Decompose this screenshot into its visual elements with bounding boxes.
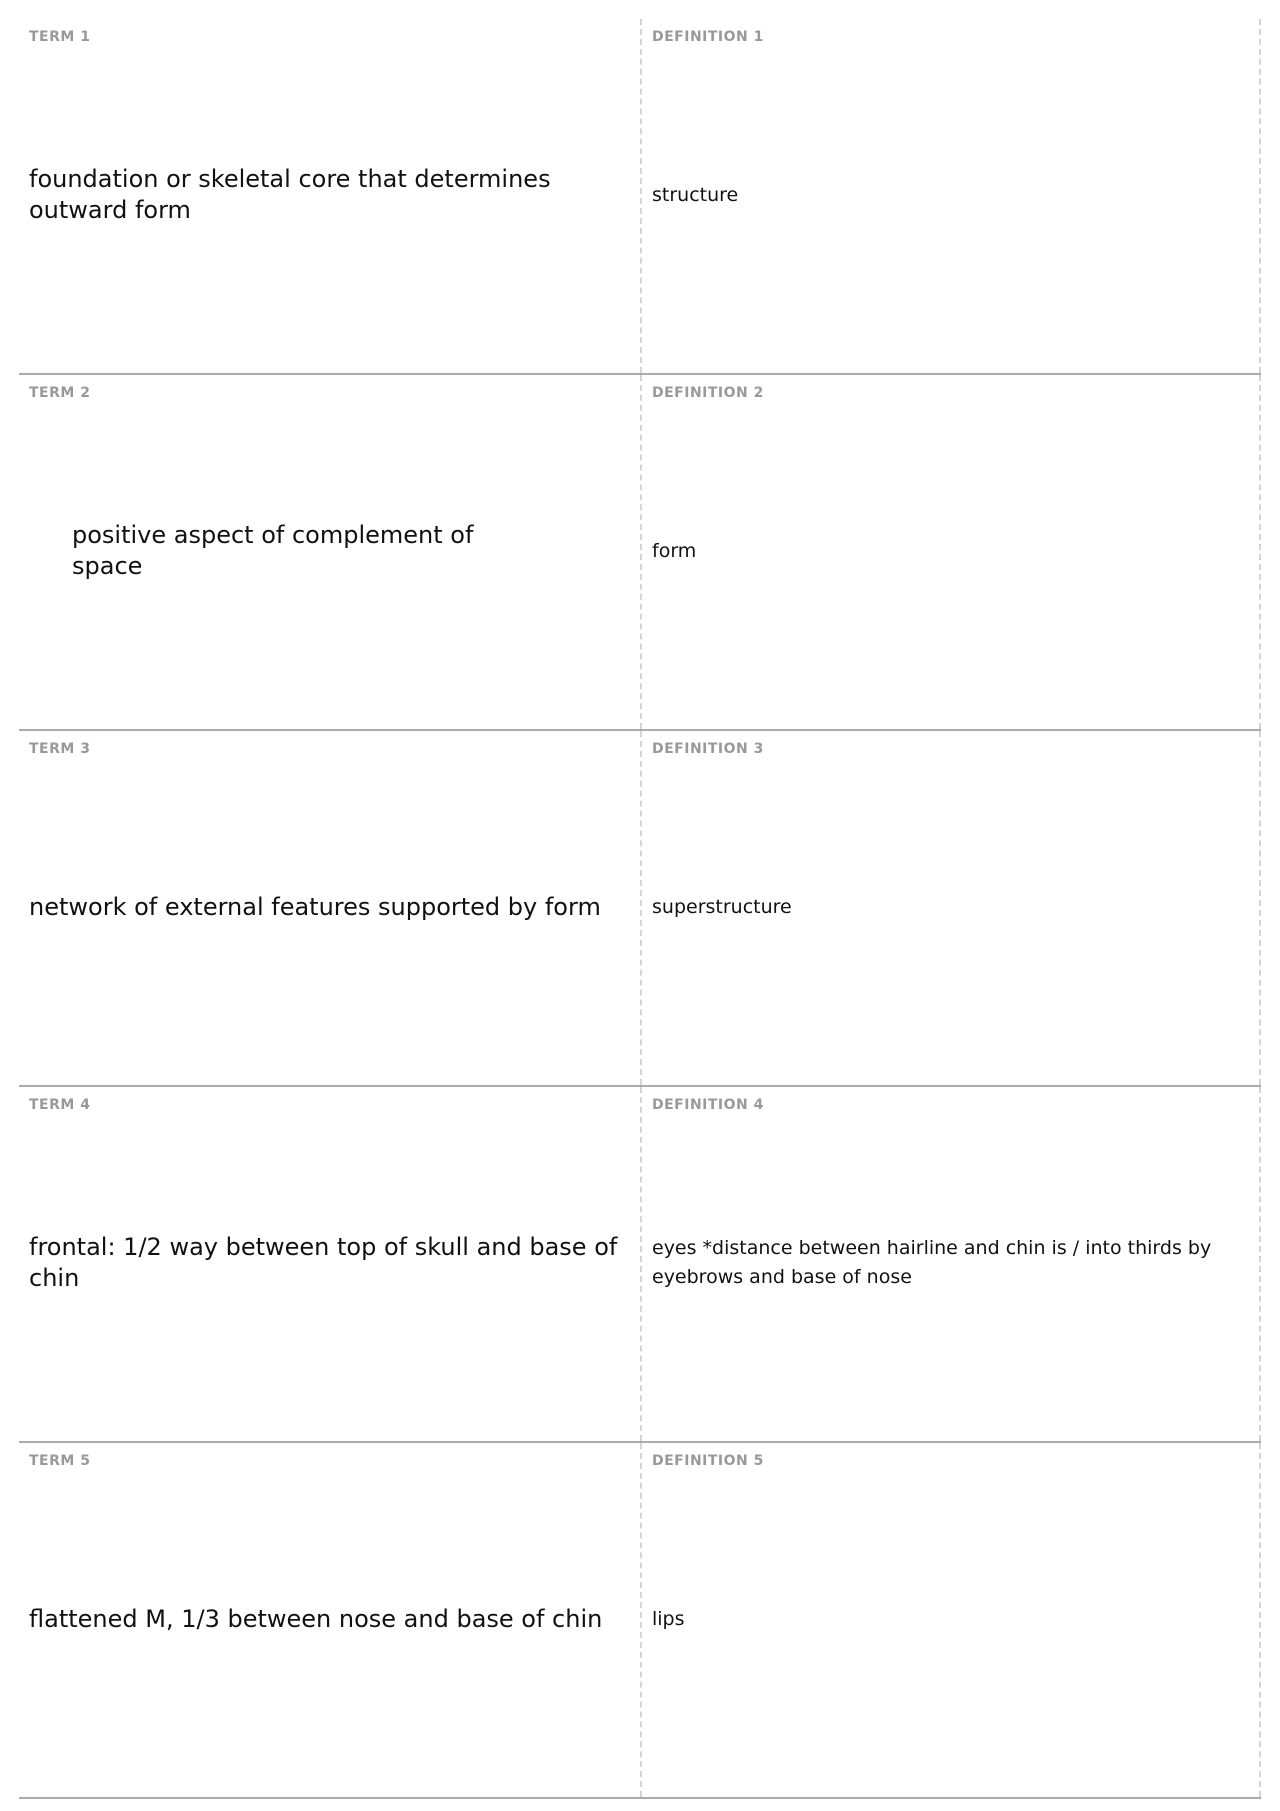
definition-label: DEFINITION 2 (652, 385, 764, 401)
flashcard-sheet (19, 19, 1261, 1799)
definition-text: structure (652, 183, 739, 206)
definition-side (642, 19, 1261, 373)
definition-label: DEFINITION 3 (652, 741, 764, 757)
definition-label: DEFINITION 4 (652, 1097, 764, 1113)
term-label: TERM 2 (29, 385, 91, 401)
term-text: foundation or skeletal core that determines outward form (29, 165, 551, 224)
flashcard-1 (19, 19, 1261, 375)
term-side (19, 731, 642, 1085)
term-text: flattened M, 1/3 between nose and base of chin (29, 1604, 603, 1633)
flashcard-3 (19, 731, 1261, 1087)
definition-text: form (652, 539, 697, 562)
definition-text: lips (652, 1607, 685, 1630)
term-text: network of external features supported by form (29, 892, 601, 921)
flashcard-4 (19, 1087, 1261, 1443)
term-side (19, 1443, 642, 1797)
term-text: frontal: 1/2 way between top of skull and base of chin (29, 1233, 618, 1292)
flashcard-2 (19, 375, 1261, 731)
term-label: TERM 3 (29, 741, 91, 757)
term-text: positive aspect of complement of space (72, 521, 474, 580)
term-label: TERM 1 (29, 29, 91, 45)
definition-label: DEFINITION 1 (652, 29, 764, 45)
definition-side (642, 1443, 1261, 1797)
term-side (19, 19, 642, 373)
term-side (19, 375, 642, 729)
term-side (19, 1087, 642, 1441)
definition-side (642, 375, 1261, 729)
flashcard-5 (19, 1443, 1261, 1799)
definition-label: DEFINITION 5 (652, 1453, 764, 1469)
definition-side (642, 731, 1261, 1085)
definition-text: superstructure (652, 895, 792, 918)
term-label: TERM 4 (29, 1097, 91, 1113)
term-label: TERM 5 (29, 1453, 91, 1469)
definition-text: eyes *distance between hairline and chin is / into thirds by eyebrows and base of nose (652, 1237, 1212, 1288)
definition-side (642, 1087, 1261, 1441)
